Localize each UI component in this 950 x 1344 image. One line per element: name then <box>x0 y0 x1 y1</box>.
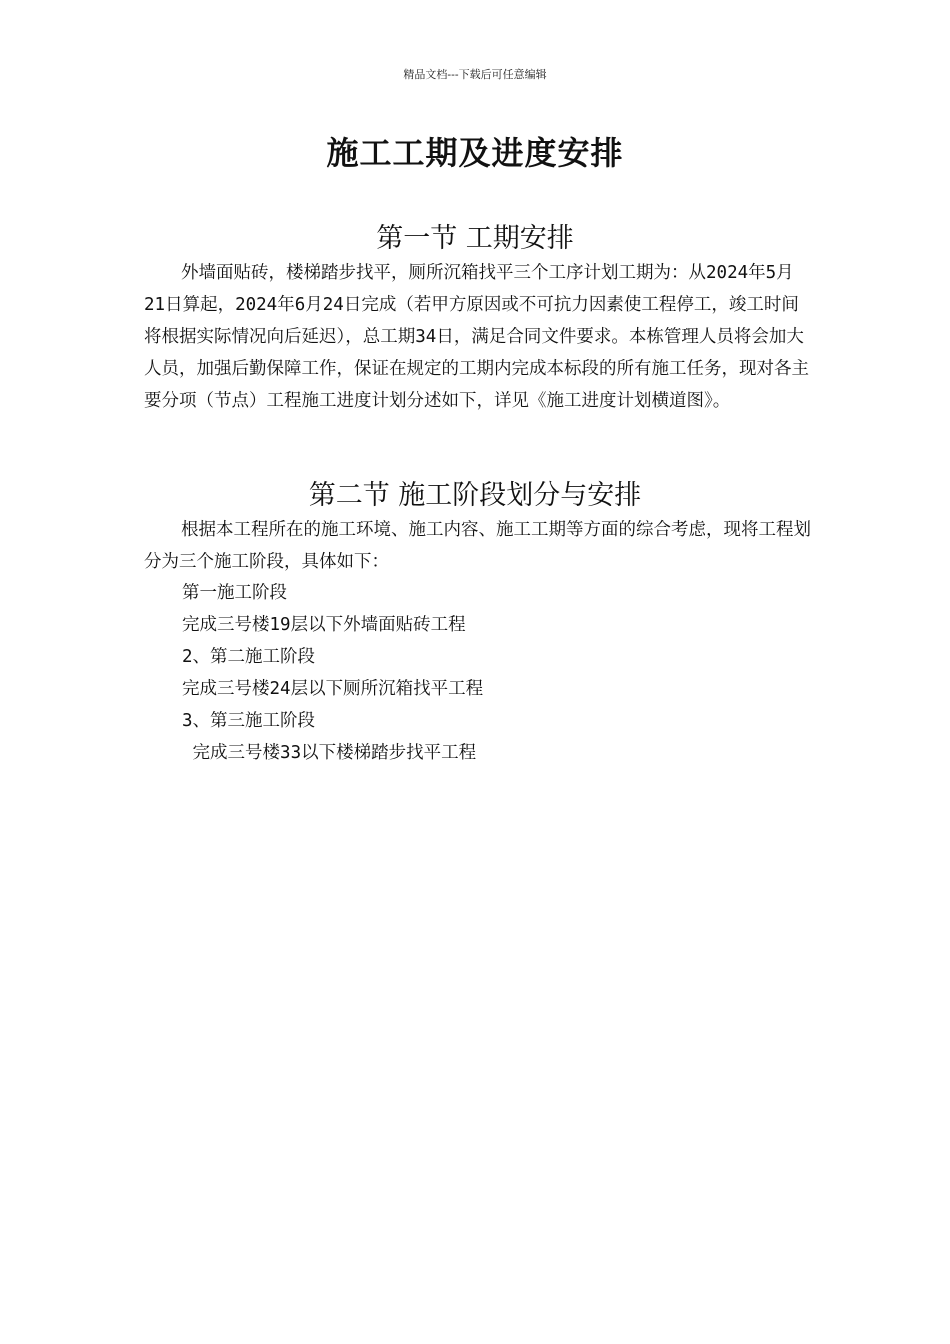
section-2-heading: 第二节 施工阶段划分与安排 <box>308 480 642 511</box>
section-2-paragraph: 根据本工程所在的施工环境、施工内容、施工工期等方面的综合考虑，现将工程划分为三个施工阶段，具体如下： <box>144 520 811 572</box>
stage-1-description: 完成三号楼19层以下外墙面贴砖工程 <box>182 615 466 635</box>
document-title: 施工工期及进度安排 <box>326 134 624 172</box>
stage-3-title: 3、第三施工阶段 <box>182 711 316 731</box>
header-note: 精品文档---下载后可任意编辑 <box>403 68 547 81</box>
stage-3-description: 完成三号楼33以下楼梯踏步找平工程 <box>182 743 477 763</box>
section-1-paragraph: 外墙面贴砖，楼梯踏步找平，厕所沉箱找平三个工序计划工期为：从2024年5月21日算起，2024年6月24日完成（若甲方原因或不可抗力因素使工程停工，竣工时间将根据实际情况向后延迟），总工期34日，满足合同文件要求。本栋管理人员将会加大人员，加强后勤保障工作，保证在规定的工期内完成本标段的所有施工任务，现对各主要分项（节点）工程施工进度计划分述如下，详见《施工进度计划横道图》。 <box>144 263 809 411</box>
stage-2-title: 2、第二施工阶段 <box>182 647 316 667</box>
stage-2-description: 完成三号楼24层以下厕所沉箱找平工程 <box>182 679 484 699</box>
section-1-heading: 第一节 工期安排 <box>376 223 574 254</box>
stage-1-title: 第一施工阶段 <box>182 583 287 603</box>
